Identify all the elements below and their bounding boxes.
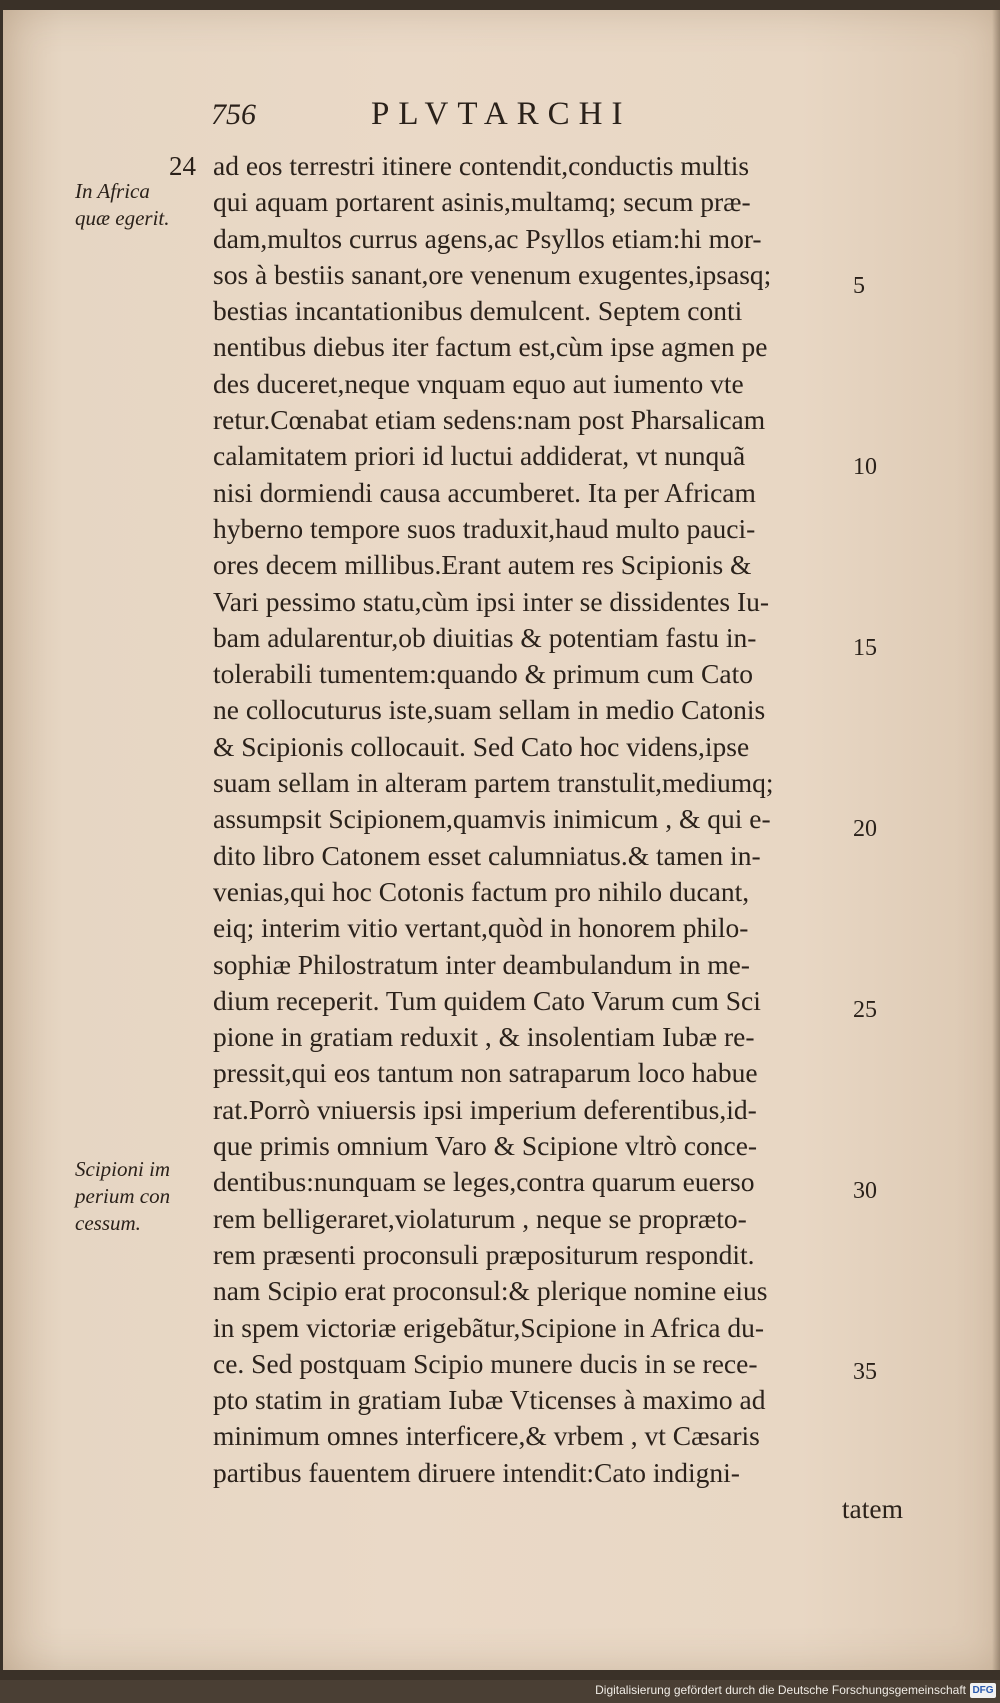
text-line: nam Scipio erat proconsul:& plerique nomine eius: [213, 1275, 768, 1307]
text-line: Vari pessimo statu,cùm ipsi inter se dissidentes Iu-: [213, 585, 770, 617]
sidenote-scipio: [75, 1156, 215, 1237]
sidenote-line: Scipioni im: [75, 1157, 171, 1181]
text-line: assumpsit Scipionem,quamvis inimicum , & qui e-: [213, 803, 771, 835]
text-line: ne collocuturus iste,suam sellam in medio Catonis: [213, 694, 766, 726]
page-number: 756: [211, 98, 256, 131]
digitization-footer: [0, 1680, 1000, 1703]
text-line: ce. Sed postquam Scipio munere ducis in se rece-: [213, 1347, 758, 1379]
text-line: ad eos terrestri itinere contendit,conductis multis: [213, 150, 750, 181]
text-line: dentibus:nunquam se leges,contra quarum euerso: [213, 1166, 755, 1198]
line-number-10: 10: [853, 454, 877, 480]
text-line: bestias incantationibus demulcent. Septem conti: [213, 295, 743, 327]
text-line: rem belligeraret,violaturum , neque se propræto-: [213, 1202, 747, 1234]
dfg-logo: DFG: [970, 1683, 996, 1698]
text-line: sophiæ Philostratum inter deambulandum in me-: [213, 948, 750, 980]
text-line: qui aquam portarent asinis,multamq; secum præ-: [213, 186, 751, 218]
chapter-number: 24: [169, 151, 196, 181]
text-line: eiq; interim vitio vertant,quòd in honorem philo-: [213, 912, 749, 944]
text-line: suam sellam in alteram partem transtulit,mediumq;: [213, 767, 774, 799]
line-number-5: 5: [853, 273, 865, 299]
line-number-35: 35: [853, 1359, 877, 1385]
running-head: PLVTARCHI: [371, 96, 632, 132]
text-line: hyberno tempore suos traduxit,haud multo pauci-: [213, 512, 756, 544]
text-line: nisi dormiendi causa accumberet. Ita per Africam: [213, 476, 756, 508]
sidenote-africa: [75, 178, 215, 232]
funding-credit: Digitalisierung gefördert durch die Deutsche Forschungsgemeinschaft: [595, 1683, 966, 1697]
text-line: pione in gratiam reduxit , & insolentiam Iubæ re-: [213, 1021, 755, 1053]
main-text-block: [213, 148, 903, 1527]
line-number-30: 30: [853, 1178, 877, 1204]
text-line: dam,multos currus agens,ac Psyllos etiam:hi mor-: [213, 222, 762, 254]
catchword: tatem: [841, 1492, 903, 1524]
text-line: sos à bestiis sanant,ore venenum exugentes,ipsasq;: [213, 258, 772, 290]
text-line: que primis omnium Varo & Scipione vltrò conce-: [213, 1130, 758, 1162]
line-number-25: 25: [853, 997, 877, 1023]
page-header: [3, 96, 1000, 140]
sidenote-line: In Africa: [75, 179, 150, 203]
text-line: ores decem millibus.Erant autem res Scipionis &: [213, 549, 752, 581]
text-line: dito libro Catonem esset calumniatus.& tamen in-: [213, 839, 761, 871]
text-line: venias,qui hoc Cotonis factum pro nihilo ducant,: [213, 875, 750, 907]
text-line: in spem victoriæ erigebãtur,Scipione in Africa du-: [213, 1311, 765, 1343]
text-line: minimum omnes interficere,& vrbem , vt Cæsaris: [213, 1420, 760, 1452]
text-line: rem præsenti proconsuli præpositurum respondit.: [213, 1238, 755, 1270]
text-line: dium receperit. Tum quidem Cato Varum cum Sci: [213, 984, 761, 1016]
sidenote-line: perium con: [75, 1184, 171, 1208]
sidenote-line: quæ egerit.: [75, 206, 170, 230]
text-line: des duceret,neque vnquam equo aut iumento vte: [213, 367, 744, 399]
line-number-15: 15: [853, 635, 877, 661]
text-line: & Scipionis collocauit. Sed Cato hoc videns,ipse: [213, 730, 750, 762]
line-number-20: 20: [853, 816, 877, 842]
text-line: bam adularentur,ob diuitias & potentiam fastu in-: [213, 621, 757, 653]
text-line: pressit,qui eos tantum non satraparum loco habue: [213, 1057, 758, 1089]
text-line: pto statim in gratiam Iubæ Vticenses à maximo ad: [213, 1384, 766, 1416]
book-page: [3, 10, 1000, 1670]
text-line: retur.Cœnabat etiam sedens:nam post Pharsalicam: [213, 404, 766, 436]
text-line: tolerabili tumentem:quando & primum cum Cato: [213, 658, 753, 690]
text-line: nentibus diebus iter factum est,cùm ipse agmen pe: [213, 331, 768, 363]
sidenote-line: cessum.: [75, 1211, 141, 1235]
page-edge-shadow: [992, 10, 1000, 1670]
text-line: rat.Porrò vniuersis ipsi imperium deferentibus,id-: [213, 1093, 757, 1125]
text-line: partibus fauentem diruere intendit:Cato indigni-: [213, 1456, 740, 1488]
text-line: calamitatem priori id luctui addiderat, vt nunquã: [213, 440, 746, 472]
